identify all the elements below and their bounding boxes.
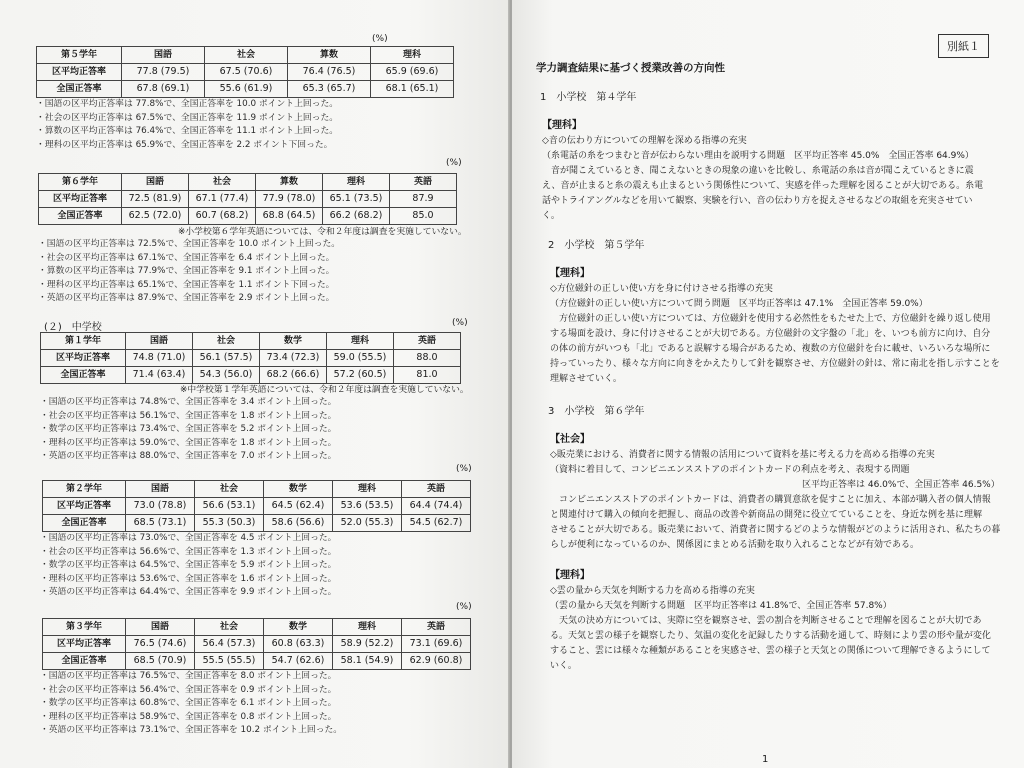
row-label: 全国正答率 [37, 81, 122, 98]
subject-label: 【理科】 [550, 268, 590, 279]
jh-grade3-notes [40, 670, 342, 738]
table-cell: 58.1 (54.9) [333, 653, 402, 670]
table-cell: 52.0 (55.3) [333, 515, 402, 532]
table-cell: 73.0 (78.8) [126, 498, 195, 515]
body-line: 理解させていく。 [550, 374, 622, 384]
table-header: 国語 [126, 481, 195, 498]
goal-line: ◇方位磁針の正しい使い方を身に付けさせる指導の充実 [550, 284, 773, 294]
note-line: ・社会の区平均正答率は 67.5%で、全国正答率を 11.9 ポイント上回った。 [36, 112, 339, 123]
section-heading: 2 小学校 第５学年 [548, 240, 645, 251]
grade6-table [38, 173, 457, 225]
table-cell: 66.2 (68.2) [323, 208, 390, 225]
table-header: 理科 [333, 481, 402, 498]
row-label: 全国正答率 [39, 208, 122, 225]
table-header: 英語 [394, 333, 461, 350]
section-heading: 3 小学校 第６学年 [548, 406, 645, 417]
table-header: 社会 [193, 333, 260, 350]
table-cell: 59.0 (55.5) [327, 350, 394, 367]
row-label: 全国正答率 [41, 367, 126, 384]
grade6-notes [38, 238, 340, 306]
body-line: コンビニエンスストアのポイントカードは、消費者の購買意欲を促すことに加え、本部が購入者の個人情報 [550, 495, 991, 505]
grade6-footnote: ※小学校第６学年英語については、令和２年度は調査を実施していない。 [178, 227, 467, 237]
note-line: ・国語の区平均正答率は 74.8%で、全国正答率を 3.4 ポイント上回った。 [40, 397, 337, 407]
body-line: の体の前方がいつも「北」であると誤解する場合があるため、複数の方位磁針を台に載せ、いろいろな場所に [550, 344, 991, 354]
table-cell: 62.5 (72.0) [122, 208, 189, 225]
row-label: 区平均正答率 [41, 350, 126, 367]
row-label: 区平均正答率 [43, 636, 126, 653]
table-cell: 76.5 (74.6) [126, 636, 195, 653]
grade5-table [36, 46, 454, 98]
row-label: 全国正答率 [43, 653, 126, 670]
section-heading: (２) 中学校 [44, 322, 102, 333]
table-header: 社会 [205, 47, 288, 64]
jh-grade2-table [42, 480, 471, 532]
table-cell: 76.4 (76.5) [288, 64, 371, 81]
section-heading: 1 小学校 第４学年 [540, 92, 637, 103]
note-line: ・英語の区平均正答率は 88.0%で、全国正答率を 7.0 ポイント上回った。 [40, 451, 337, 462]
jh-grade3-table [42, 618, 471, 670]
table-cell: 73.1 (69.6) [402, 636, 471, 653]
table-cell: 85.0 [390, 208, 457, 225]
right-page [512, 0, 1024, 768]
jh-grade1-notes [40, 396, 336, 464]
table-cell: 55.3 (50.3) [195, 515, 264, 532]
note-line: ・英語の区平均正答率は 87.9%で、全国正答率を 2.9 ポイント上回った。 [38, 293, 335, 304]
table-cell: 68.1 (65.1) [371, 81, 454, 98]
table-header: 算数 [288, 47, 371, 64]
note-line: ・数学の区平均正答率は 60.8%で、全国正答率を 6.1 ポイント上回った。 [40, 698, 337, 709]
table-cell: 71.4 (63.4) [126, 367, 193, 384]
table-header: 英語 [402, 619, 471, 636]
table-header: 数学 [260, 333, 327, 350]
note-line: ・算数の区平均正答率は 76.4%で、全国正答率を 11.1 ポイント上回った。 [36, 126, 339, 137]
unit-label: (%) [456, 464, 472, 474]
table-header: 英語 [390, 174, 457, 191]
table-cell: 77.9 (78.0) [256, 191, 323, 208]
note-line: ・社会の区平均正答率は 56.4%で、全国正答率を 0.9 ポイント上回った。 [40, 684, 337, 695]
note-line: ・国語の区平均正答率は 77.8%で、全国正答率を 10.0 ポイント上回った。 [36, 99, 339, 109]
body-line: 天気の決め方については、実際に空を観察させ、雲の割合を判断させることで理解を図ることが大切であ [550, 616, 982, 626]
note-line: ・数学の区平均正答率は 64.5%で、全国正答率を 5.9 ポイント上回った。 [40, 560, 337, 571]
note-line: ・国語の区平均正答率は 76.5%で、全国正答率を 8.0 ポイント上回った。 [40, 671, 337, 681]
table-cell: 56.6 (53.1) [195, 498, 264, 515]
table-header: 英語 [402, 481, 471, 498]
table-header: 数学 [264, 481, 333, 498]
table-cell: 56.1 (57.5) [193, 350, 260, 367]
table-header: 社会 [189, 174, 256, 191]
unit-label: (%) [446, 158, 462, 168]
table-header: 国語 [122, 47, 205, 64]
table-cell: 62.9 (60.8) [402, 653, 471, 670]
section2-body [550, 282, 1000, 387]
table-header: 数学 [264, 619, 333, 636]
body-line: いく。 [550, 661, 577, 671]
note-line: ・算数の区平均正答率は 77.9%で、全国正答率を 9.1 ポイント上回った。 [38, 266, 335, 277]
table-cell: 54.7 (62.6) [264, 653, 333, 670]
problem-line: （資料に着目して、コンビニエンスストアのポイントカードの利点を考え、表現する問題 [550, 465, 910, 475]
note-line: ・社会の区平均正答率は 56.6%で、全国正答率を 1.3 ポイント上回った。 [40, 546, 337, 557]
table-cell: 53.6 (53.5) [333, 498, 402, 515]
table-cell: 64.4 (74.4) [402, 498, 471, 515]
goal-line: ◇販売業における、消費者に関する情報の活用について資料を基に考える力を高める指導の充実 [550, 450, 935, 460]
body-line: すること、雲には様々な種類があることを実感させ、雲の様子と天気との関係について理解できるようにして [550, 646, 991, 656]
table-cell: 65.3 (65.7) [288, 81, 371, 98]
note-line: ・社会の区平均正答率は 56.1%で、全国正答率を 1.8 ポイント上回った。 [40, 410, 337, 421]
problem-line: （糸電話の糸をつまむと音が伝わらない理由を説明する問題 区平均正答率 45.0% 全国正答率 64.9%） [542, 151, 974, 161]
note-line: ・英語の区平均正答率は 73.1%で、全国正答率を 10.2 ポイント上回った。 [40, 725, 343, 736]
table-cell: 67.8 (69.1) [122, 81, 205, 98]
body-line: 持っていったり、様々な方向に向きをかえたりして針を観察させ、方位磁針の針は、常に南北を指し示すことを [550, 359, 1000, 369]
subject-label: 【理科】 [550, 570, 590, 581]
unit-label: (%) [452, 318, 468, 328]
page-title: 学力調査結果に基づく授業改善の方向性 [536, 62, 725, 74]
body-line: え、音が止まると糸の震えも止まるという関係性について、実感を伴った理解を図ることが大切である。糸電 [542, 181, 984, 191]
table-header: 社会 [195, 481, 264, 498]
table-cell: 56.4 (57.3) [195, 636, 264, 653]
table-cell: 68.5 (73.1) [126, 515, 195, 532]
jh-grade1-footnote: ※中学校第１学年英語については、令和２年度は調査を実施していない。 [180, 385, 469, 395]
table-header: 国語 [126, 333, 193, 350]
note-line: ・理科の区平均正答率は 65.1%で、全国正答率を 1.1 ポイント下回った。 [38, 279, 335, 290]
table-cell: 74.8 (71.0) [126, 350, 193, 367]
body-line: らしが便利になっているのか、関係図にまとめる活動を取り入れることなどが有効である。 [550, 540, 920, 550]
table-cell: 60.8 (63.3) [264, 636, 333, 653]
table-header: 理科 [371, 47, 454, 64]
table-cell: 68.2 (66.6) [260, 367, 327, 384]
table-header: 第３学年 [43, 619, 126, 636]
table-cell: 68.5 (70.9) [126, 653, 195, 670]
table-header: 第５学年 [37, 47, 122, 64]
unit-label: (%) [372, 34, 388, 44]
table-header: 理科 [323, 174, 390, 191]
table-cell: 65.9 (69.6) [371, 64, 454, 81]
table-cell: 65.1 (73.5) [323, 191, 390, 208]
row-label: 区平均正答率 [39, 191, 122, 208]
table-header: 第６学年 [39, 174, 122, 191]
table-cell: 64.5 (62.4) [264, 498, 333, 515]
table-cell: 54.5 (62.7) [402, 515, 471, 532]
table-cell: 58.6 (56.6) [264, 515, 333, 532]
table-cell: 87.9 [390, 191, 457, 208]
problem-line: 区平均正答率は 46.0%で、全国正答率 46.5%） [802, 480, 1000, 490]
jh-grade1-table [40, 332, 461, 384]
goal-line: ◇音の伝わり方についての理解を深める指導の充実 [542, 136, 747, 146]
attachment-label: 別紙１ [938, 34, 989, 58]
note-line: ・理科の区平均正答率は 65.9%で、全国正答率を 2.2 ポイント下回った。 [36, 139, 333, 150]
table-header: 第２学年 [43, 481, 126, 498]
note-line: ・国語の区平均正答率は 73.0%で、全国正答率を 4.5 ポイント上回った。 [40, 533, 337, 543]
grade5-notes [36, 98, 338, 152]
table-header: 算数 [256, 174, 323, 191]
body-line: る。天気と雲の様子を観察したり、気温の変化を記録したりする活動を通して、時刻により雲の形や量が変化 [550, 631, 991, 641]
problem-line: （方位磁針の正しい使い方について問う問題 区平均正答率は 47.1% 全国正答率 59.0%） [550, 299, 928, 309]
goal-line: ◇雲の量から天気を判断する力を高める指導の充実 [550, 586, 755, 596]
row-label: 全国正答率 [43, 515, 126, 532]
subject-label: 【理科】 [542, 120, 582, 131]
body-line: 話やトライアングルなどを用いて観察、実験を行い、音の伝わり方を捉えさせるなどの取組を充実させてい [542, 196, 973, 206]
note-line: ・理科の区平均正答率は 59.0%で、全国正答率を 1.8 ポイント上回った。 [40, 437, 337, 448]
note-line: ・英語の区平均正答率は 64.4%で、全国正答率を 9.9 ポイント上回った。 [40, 587, 337, 598]
table-cell: 55.5 (55.5) [195, 653, 264, 670]
table-header: 国語 [126, 619, 195, 636]
table-cell: 57.2 (60.5) [327, 367, 394, 384]
jh-grade2-notes [40, 532, 336, 600]
body-line: と関連付けて購入の傾向を把握し、商品の改善や新商品の開発に役立てていることを、身近な例を基に理解 [550, 510, 983, 520]
subject-label: 【社会】 [550, 434, 590, 445]
table-cell: 67.5 (70.6) [205, 64, 288, 81]
note-line: ・国語の区平均正答率は 72.5%で、全国正答率を 10.0 ポイント上回った。 [38, 239, 341, 249]
note-line: ・数学の区平均正答率は 73.4%で、全国正答率を 5.2 ポイント上回った。 [40, 424, 337, 435]
table-cell: 72.5 (81.9) [122, 191, 189, 208]
body-line: 方位磁針の正しい使い方については、方位磁針を使用する必然性をもたせた上で、方位磁針を繰り返し使用 [550, 314, 991, 324]
table-cell: 88.0 [394, 350, 461, 367]
table-header: 第１学年 [41, 333, 126, 350]
table-header: 理科 [327, 333, 394, 350]
note-line: ・社会の区平均正答率は 67.1%で、全国正答率を 6.4 ポイント上回った。 [38, 252, 335, 263]
table-header: 社会 [195, 619, 264, 636]
table-cell: 73.4 (72.3) [260, 350, 327, 367]
body-line: させることが大切である。販売業において、消費者に関するどのような情報がどのように活用され、私たちの暮 [550, 525, 1001, 535]
body-line: く。 [542, 211, 560, 221]
section3-body [550, 448, 1000, 553]
section4-body [550, 584, 991, 674]
row-label: 区平均正答率 [43, 498, 126, 515]
page-number: 1 [762, 754, 769, 765]
table-header: 理科 [333, 619, 402, 636]
section1-body [542, 134, 983, 224]
table-cell: 67.1 (77.4) [189, 191, 256, 208]
table-cell: 54.3 (56.0) [193, 367, 260, 384]
note-line: ・理科の区平均正答率は 53.6%で、全国正答率を 1.6 ポイント上回った。 [40, 573, 337, 584]
table-cell: 60.7 (68.2) [189, 208, 256, 225]
unit-label: (%) [456, 602, 472, 612]
body-line: 音が聞こえているとき、聞こえないときの現象の違いを比較し、糸電話の糸は音が聞こえているときに震 [542, 166, 974, 176]
table-header: 国語 [122, 174, 189, 191]
row-label: 区平均正答率 [37, 64, 122, 81]
table-cell: 68.8 (64.5) [256, 208, 323, 225]
table-cell: 77.8 (79.5) [122, 64, 205, 81]
note-line: ・理科の区平均正答率は 58.9%で、全国正答率を 0.8 ポイント上回った。 [40, 711, 337, 722]
table-cell: 81.0 [394, 367, 461, 384]
table-cell: 55.6 (61.9) [205, 81, 288, 98]
table-cell: 58.9 (52.2) [333, 636, 402, 653]
body-line: する場面を設け、身に付けさせることが大切である。方位磁針の文字盤の「北」を、いつも前方に向け、自分 [550, 329, 991, 339]
problem-line: （雲の量から天気を判断する問題 区平均正答率は 41.8%で、全国正答率 57.8%） [550, 601, 892, 611]
left-page [0, 0, 510, 768]
